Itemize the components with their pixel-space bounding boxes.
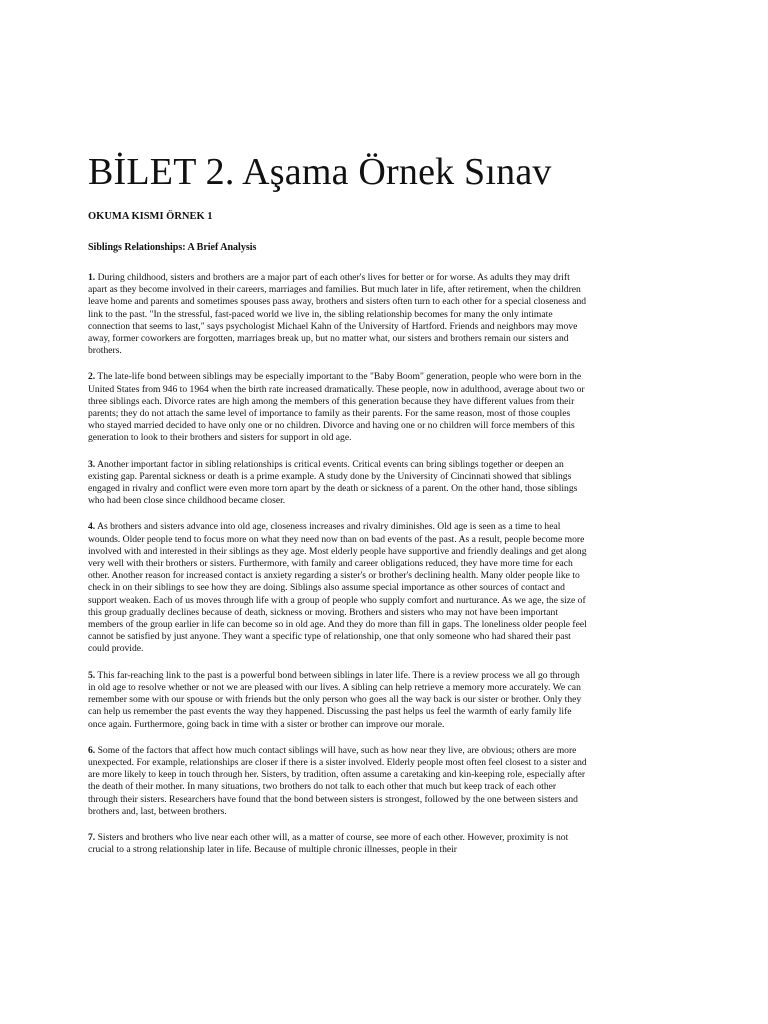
article-body: [88, 272, 588, 870]
article-title: Siblings Relationships: A Brief Analysis: [88, 242, 257, 253]
paragraph-4: [88, 521, 588, 655]
paragraph-text: The late-life bond between siblings may be especially important to the "Baby Boom" generation, people who were born in the United States from 946 to 1964 when the birth rate increased dramatically. These people, now in adulthood, average about two or three siblings each. Divorce rates are high among the members of this generation because they have different values from their parents; they do not attach the same level of importance to family as their parents. For the same reason, most of those couples who stayed married decided to have only one or no children. Divorce and having one or no children will force members of this generation to look to their brothers and sisters for support in old age.: [88, 371, 585, 444]
paragraph-number: 6.: [88, 744, 96, 756]
paragraph-number: 4.: [88, 521, 96, 533]
paragraph-7: [88, 832, 588, 856]
paragraph-3: [88, 459, 588, 508]
paragraph-1: [88, 272, 588, 357]
paragraph-text: During childhood, sisters and brothers are a major part of each other's lives for better or for worse. As adults they may drift apart as they become involved in their careers, marriages and families. But much later in life, after retirement, when the children leave home and parents and sometimes spouses pass away, brothers and sisters often turn to each other for a special closeness and link to the past. "In the stressful, fast-paced world we live in, the sibling relationship becomes for many the only intimate connection that seems to last," says psychologist Michael Kahn of the University of Hartford. Friends and neighbors may move away, former coworkers are forgotten, marriages break up, but no matter what, our sisters and brothers remain our sisters and brothers.: [88, 272, 587, 357]
paragraph-number: 5.: [88, 669, 96, 681]
paragraph-text: Sisters and brothers who live near each other will, as a matter of course, see more of each other. However, proximity is not crucial to a strong relationship later in life. Because of multiple chronic illnesses, people in their: [88, 831, 569, 856]
paragraph-number: 2.: [88, 371, 96, 383]
paragraph-6: [88, 745, 588, 818]
paragraph-text: As brothers and sisters advance into old age, closeness increases and rivalry diminishes. Old age is seen as a time to heal wounds. Older people tend to focus more on what they need now than on bad events of the past. As a result, people become more involved with and interested in their siblings as they age. Most elderly people have supportive and friendly dealings and get along very well with their brothers or sisters. Furthermore, with family and career obligations reduced, they have more time for each other. Another reason for increased contact is anxiety regarding a sister's or brother's declining health. Many older people like to check in on their siblings to see how they are doing. Siblings also assume special importance as other sources of contact and support weaken. Each of us moves through life with a group of people who supply comfort and nurturance. As we age, the size of this group gradually declines because of death, sickness or moving. Brothers and sisters who may not have been important members of the group earlier in life can become so in old age. And they do more than fill in gaps. The loneliness older people feel cannot be satisfied by just anyone. They want a specific type of relationship, one that only someone who had shared their past could provide.: [88, 521, 587, 655]
paragraph-5: [88, 670, 588, 731]
page-title: BİLET 2. Aşama Örnek Sınav: [88, 151, 552, 193]
paragraph-text: Another important factor in sibling relationships is critical events. Critical events can bring siblings together or deepen an existing gap. Parental sickness or death is a prime example. A study done by the University of Cincinnati showed that siblings engaged in rivalry and conflict were even more torn apart by the death or sickness of a parent. On the other hand, those siblings who had been close since childhood became closer.: [88, 458, 578, 507]
paragraph-2: [88, 371, 588, 444]
paragraph-text: This far-reaching link to the past is a powerful bond between siblings in later life. There is a review process we all go through in old age to resolve whether or not we are pleased with our lives. A sibling can help retrieve a memory more accurately. We can remember some with our spouse or with friends but the only person who goes all the way back is our sister or brother. Only they can help us remember the past events the way they happened. Discussing the past helps us feel the warmth of early family life once again. Furthermore, going back in time with a sister or brother can improve our morale.: [88, 669, 582, 730]
paragraph-number: 1.: [88, 272, 96, 283]
paragraph-number: 3.: [88, 458, 96, 470]
paragraph-number: 7.: [88, 831, 96, 843]
section-heading: OKUMA KISMI ÖRNEK 1: [88, 211, 213, 222]
paragraph-text: Some of the factors that affect how much contact siblings will have, such as how near they live, are obvious; others are more unexpected. For example, relationships are closer if there is a sister involved. Elderly people most often feel closest to a sister and are more likely to keep in touch through her. Sisters, by tradition, often assume a caretaking and kin-keeping role, especially after the death of their mother. In many situations, two brothers do not talk to each other that much but keep track of each other through their sisters. Researchers have found that the bond between sisters is strongest, followed by the one between sisters and brothers and, last, between brothers.: [88, 744, 587, 817]
